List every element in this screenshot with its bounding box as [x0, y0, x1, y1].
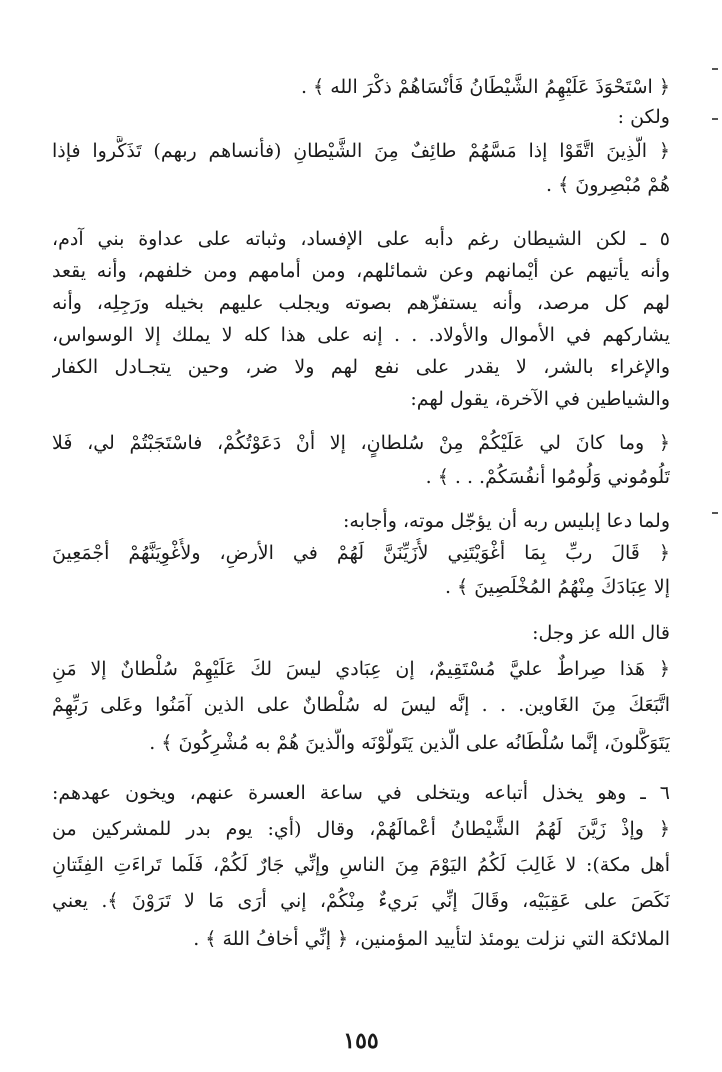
- text-line: وأنه يأتيهم عن أيْمانهم وعن شمائلهم، ومن أمامهم ومن خلفهم، وأنه يقعد: [52, 260, 670, 282]
- verse-line: ﴿ اسْتَحْوَذَ عَلَيْهِمُ الشَّيْطَانُ فَأنْسَاهُمْ ذكْرَ الله ﴾ .: [300, 76, 670, 98]
- verse-line: ﴿ هَذا صِراطٌ عليَّ مُسْتَقِيمٌ، إن عِبَادي ليسَ لكَ عَلَيْهِمْ سُلْطانٌ إلا مَنِ: [52, 658, 670, 680]
- text-line: والشياطين في الآخرة، يقول لهم:: [410, 388, 670, 410]
- verse-line: هُمْ مُبْصِرونَ ﴾ .: [546, 174, 670, 196]
- text-line: لهم كل مرصد، وأنه يستفزّهم بصوته ويجلب عليهم بخيله ورَجِلِه، وأنه: [52, 292, 670, 314]
- verse-line: ﴿ الَّذِينَ اتَّقَوْا إذا مَسَّهُمْ طائِفٌ مِنَ الشَّيْطانِ (فأنساهم ربهم) تَذَكَّروا فإذا: [52, 140, 670, 162]
- page-edge-mark: [712, 68, 718, 70]
- text-line: قال الله عز وجل:: [532, 622, 670, 644]
- verse-line: ﴿ قَالَ ربِّ بِمَا أغْوَيْتَنِي لأُزَيِّنَنَّ لَهُمْ في الأرضِ، ولأُغْوِيَنَّهُمْ أجْمَعِينَ: [52, 542, 670, 564]
- verse-line: ﴿ وما كانَ لي عَلَيْكُمْ مِنْ سُلطانٍ، إلا أنْ دَعَوْتُكُمْ، فاسْتَجَبْتُمْ لي، فَلا: [52, 432, 670, 454]
- text-line: أهل مكة): لا غَالِبَ لَكُمُ اليَوْمَ مِنَ الناسِ وإنِّي جَارٌ لَكُمْ، فَلَما تَراءَتِ الفِئَتانِ: [52, 854, 670, 876]
- text-line: الملائكة التي نزلت يومئذ لتأييد المؤمنين، ﴿ إنِّي أخافُ اللهَ ﴾ .: [193, 928, 670, 950]
- text-line: والإغراء بالشر، لا يقدر على نفع لهم ولا ضر، وحين يتجـادل الكفار: [52, 356, 670, 378]
- verse-line: يَتَوَكَّلونَ، إنَّما سُلْطَانُه على الَّذين يَتَولَّوْنَه والَّذينَ هُمْ به مُشْرِكُونَ ﴾ .: [149, 732, 670, 754]
- text-line: ولما دعا إبليس ربه أن يؤجّل موته، وأجابه:: [343, 510, 670, 532]
- verse-line: تَلُومُوني وَلُومُوا أنفُسَكُمْ. . . ﴾ .: [425, 466, 670, 488]
- text-line: يشاركهم في الأموال والأولاد. . . إنه على هذا كله لا يملك إلا الوسواس،: [52, 324, 670, 346]
- page-edge-mark: [712, 118, 718, 120]
- page-number: ١٥٥: [343, 1028, 379, 1054]
- page-edge-mark: [712, 512, 718, 514]
- text-line: نَكَصَ على عَقِبَيْه، وقَالَ إنِّي بَريءٌ مِنْكُمْ، إني أرَى مَا لا تَرَوْنَ ﴾. يعني: [52, 890, 670, 912]
- verse-line: ﴿ وإذْ زَيَّنَ لَهُمُ الشَّيْطانُ أعْمالَهُمْ، وقال (أي: يوم بدر للمشركين من: [52, 818, 670, 840]
- verse-line: إلا عِبَادَكَ مِنْهُمُ المُخْلَصِينَ ﴾ .: [444, 576, 670, 598]
- text-line: ٥ ـ لكن الشيطان رغم دأبه على الإفساد، وثباته على عداوة بني آدم،: [52, 228, 670, 250]
- verse-line: اتَّبَعَكَ مِنَ الغَاوين. . . إنَّه ليسَ له سُلْطانٌ على الذين آمَنُوا وعَلى رَبِّهِمْ: [52, 694, 670, 716]
- text-line: ولكن :: [617, 106, 670, 128]
- text-line: ٦ ـ وهو يخذل أتباعه ويتخلى في ساعة العسرة عنهم، ويخون عهدهم:: [52, 782, 670, 804]
